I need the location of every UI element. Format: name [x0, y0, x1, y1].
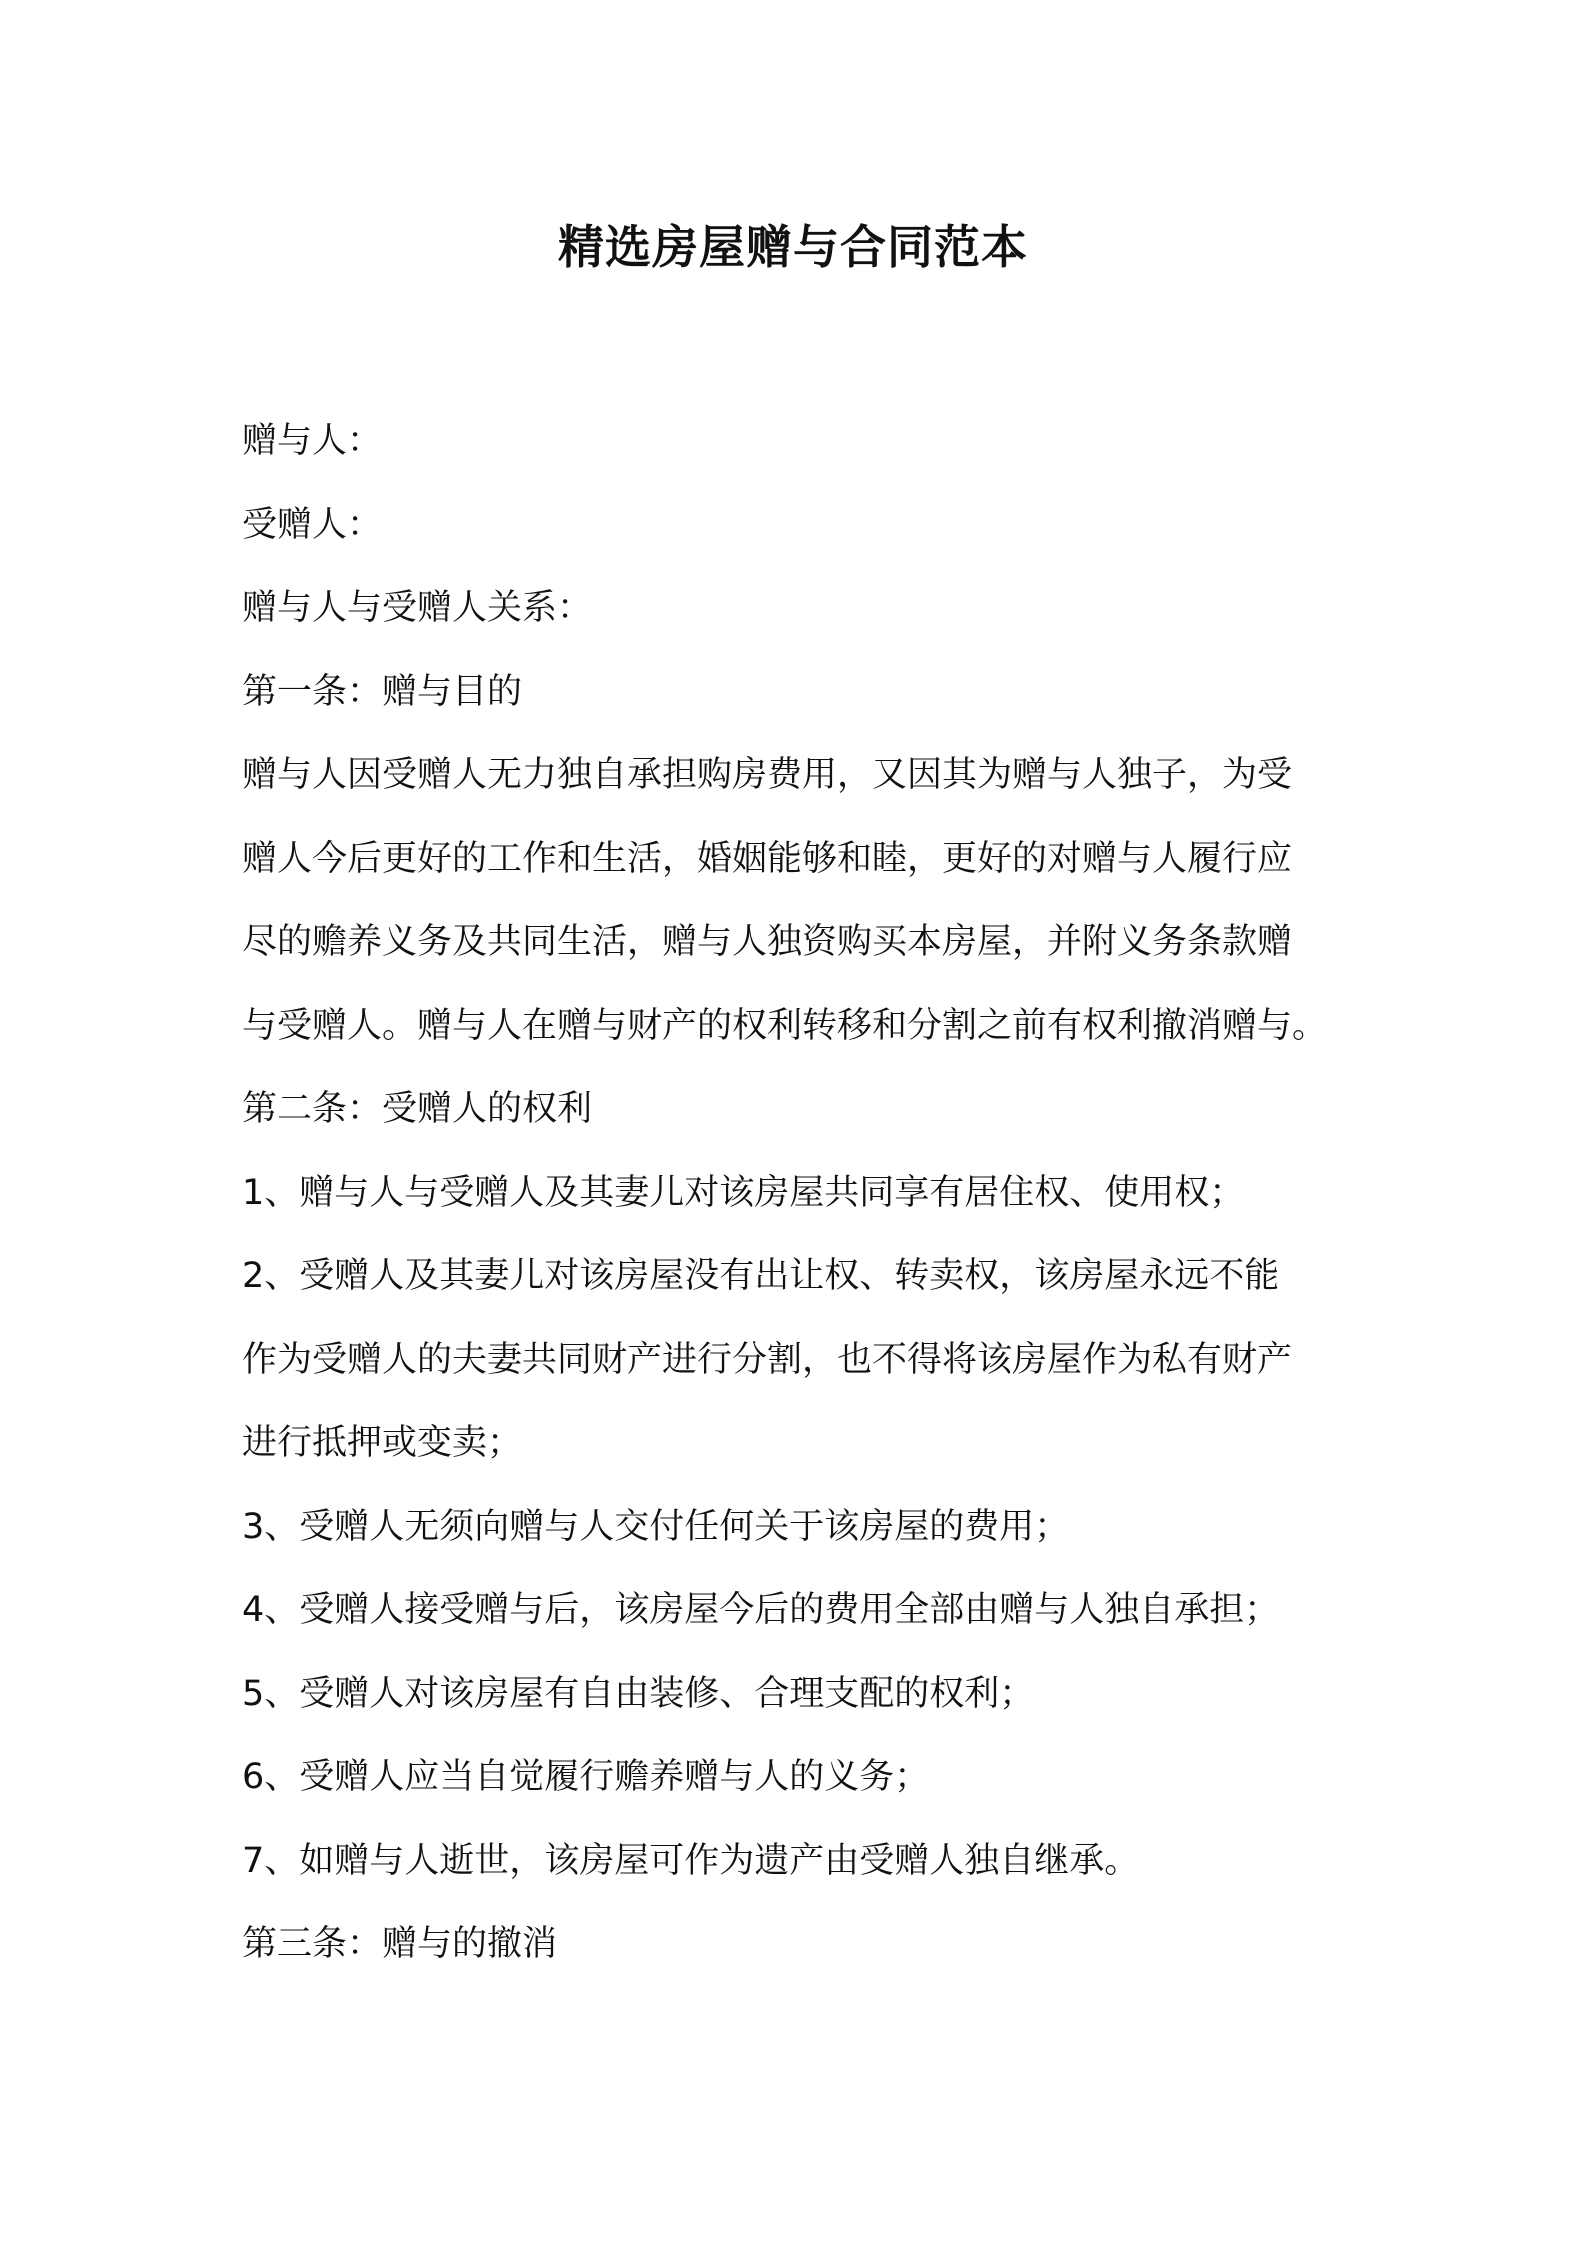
article-heading: 第三条：赠与的撤消: [242, 1924, 558, 1964]
clause-line: 2、受赠人及其妻儿对该房屋没有出让权、转卖权，该房屋永远不能: [242, 1256, 1280, 1296]
document-title: 精选房屋赠与合同范本: [558, 220, 1028, 274]
clause-line: 5、受赠人对该房屋有自由装修、合理支配的权利；: [242, 1673, 1035, 1714]
clause-line: 进行抵押或变卖；: [242, 1423, 523, 1463]
clause-line: 1、赠与人与受赠人及其妻儿对该房屋共同享有居住权、使用权；: [242, 1172, 1245, 1213]
document-body: [242, 400, 1392, 1987]
clause-line: 3、受赠人无须向赠与人交付任何关于该房屋的费用；: [242, 1506, 1070, 1547]
paragraph-line: 尽的赡养义务及共同生活，赠与人独资购买本房屋，并附义务条款赠: [242, 922, 1293, 962]
donor-line: 赠与人：: [242, 421, 383, 461]
paragraph-line: 与受赠人。赠与人在赠与财产的权利转移和分割之前有权利撤消赠与。: [242, 1005, 1328, 1046]
clause-line: 7、如赠与人逝世，该房屋可作为遗产由受赠人独自继承。: [242, 1840, 1140, 1881]
clause-line: 4、受赠人接受赠与后，该房屋今后的费用全部由赠与人独自承担；: [242, 1590, 1280, 1630]
article-heading: 第二条：受赠人的权利: [242, 1089, 593, 1129]
paragraph-line: 赠人今后更好的工作和生活，婚姻能够和睦，更好的对赠与人履行应: [242, 838, 1293, 879]
relationship-line: 赠与人与受赠人关系：: [242, 588, 593, 628]
clause-line: 6、受赠人应当自觉履行赡养赠与人的义务；: [242, 1757, 930, 1797]
paragraph-line: 赠与人因受赠人无力独自承担购房费用，又因其为赠与人独子，为受: [242, 755, 1293, 795]
article-heading: 第一条：赠与目的: [242, 671, 523, 712]
clause-line: 作为受赠人的夫妻共同财产进行分割，也不得将该房屋作为私有财产: [242, 1339, 1293, 1380]
donee-line: 受赠人：: [242, 504, 383, 545]
